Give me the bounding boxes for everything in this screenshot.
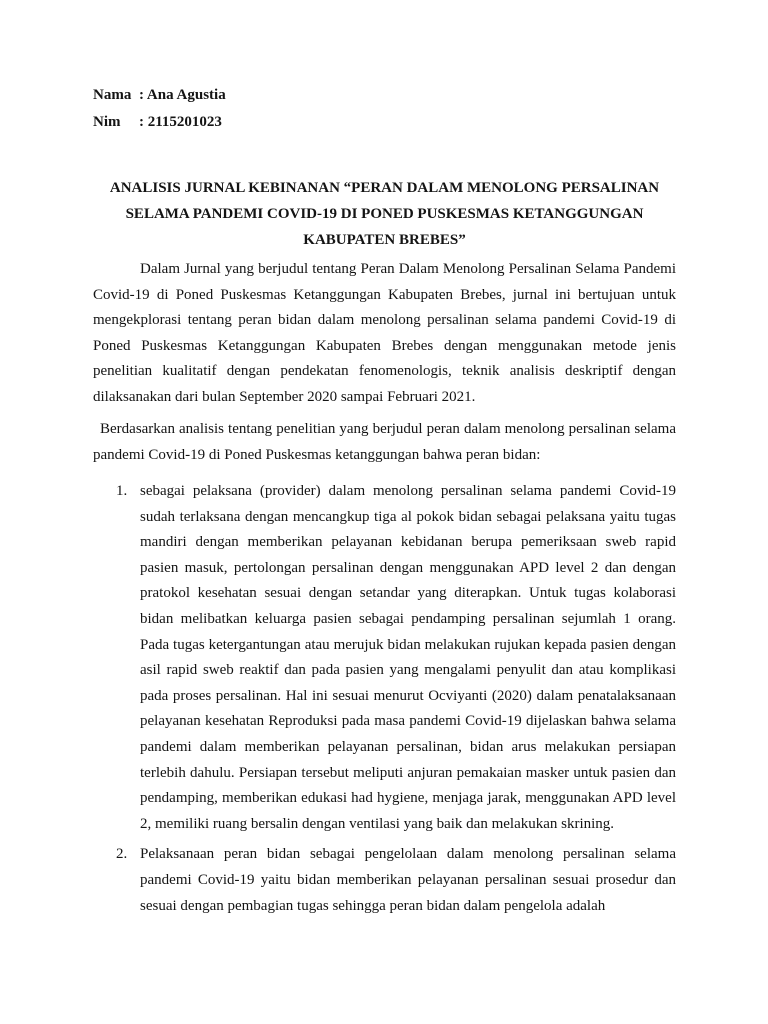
document-title: ANALISIS JURNAL KEBINANAN “PERAN DALAM MENOLONG PERSALINAN SELAMA PANDEMI COVID-19 DI PONED PUSKESMAS KETANGGUNGAN KABUPATEN BREBES” [109, 180, 660, 248]
student-id: : 2115201023 [139, 114, 222, 130]
list-item [93, 842, 676, 919]
list-item [93, 479, 676, 837]
nim-label: Nim [93, 114, 121, 130]
student-name-line [93, 87, 226, 104]
analysis-paragraph: Berdasarkan analisis tentang penelitian yang berjudul peran dalam menolong persalinan selama pandemi Covid-19 di Poned Puskesmas ketanggungan bahwa peran bidan: [93, 421, 676, 463]
list-item-text: sebagai pelaksana (provider) dalam menolong persalinan selama pandemi Covid-19 sudah terlaksana dengan mencangkup tiga al pokok bidan sebagai pelaksana yaitu tugas mandiri dengan memberikan pelayanan kebidanan berupa pemeriksaan sweb rapid pasien masuk, pertolongan persalinan dengan menggunakan APD level 2 dan dengan pratokol kesehatan sesuai dengan setandar yang diterapkan. Untuk tugas kolaborasi bidan melibatkan keluarga pasien sebagai pendamping persalinan sejumlah 1 orang. Pada tugas ketergantungan atau merujuk bidan melakukan rujukan kepada pasien dengan asil rapid sweb reaktif dan pada pasien yang mengalami penyulit dan atau komplikasi pada proses persalinan. Hal ini sesuai menurut Ocviyanti (2020) dalam penatalaksanaan pelayanan kesehatan Reproduksi pada masa pandemi Covid-19 dijelaskan bahwa selama pandemi dalam memberikan pelayanan persalinan, bidan arus melakukan persiapan terlebih dahulu. Persiapan tersebut meliputi anjuran pemakaian masker untuk pasien dan pendamping, memberikan edukasi had hygiene, menjaga jarak, menggunakan APD level 2, memiliki ruang bersalin dengan ventilasi yang baik dan melakukan skrining. [140, 483, 676, 832]
list-item-number: 2. [116, 846, 128, 863]
name-label: Nama [93, 87, 132, 103]
student-name: : Ana Agustia [139, 87, 226, 103]
role-list [93, 479, 676, 924]
list-item-number: 1. [116, 483, 128, 499]
intro-paragraph: Dalam Jurnal yang berjudul tentang Peran Dalam Menolong Persalinan Selama Pandemi Covid-19 di Poned Puskesmas Ketanggungan Kabupaten Brebes, jurnal ini bertujuan untuk mengekplorasi tentang peran bidan dalam menolong persalinan selama pandemi Covid-19 di Poned Puskesmas Ketanggungan Kabupaten Brebes dengan menggunakan metode jenis penelitian kualitatif dengan pendekatan fenomenologis, teknik analisis deskriptif dengan dilaksanakan dari bulan September 2020 sampai Februari 2021. [93, 261, 676, 405]
list-item-text: Pelaksanaan peran bidan sebagai pengelolaan dalam menolong persalinan selama pandemi Covid-19 yaitu bidan memberikan pelayanan persalinan sesuai prosedur dan sesuai dengan pembagian tugas sehingga peran bidan dalam pengelola adalah [140, 846, 676, 914]
student-id-line [93, 114, 222, 131]
